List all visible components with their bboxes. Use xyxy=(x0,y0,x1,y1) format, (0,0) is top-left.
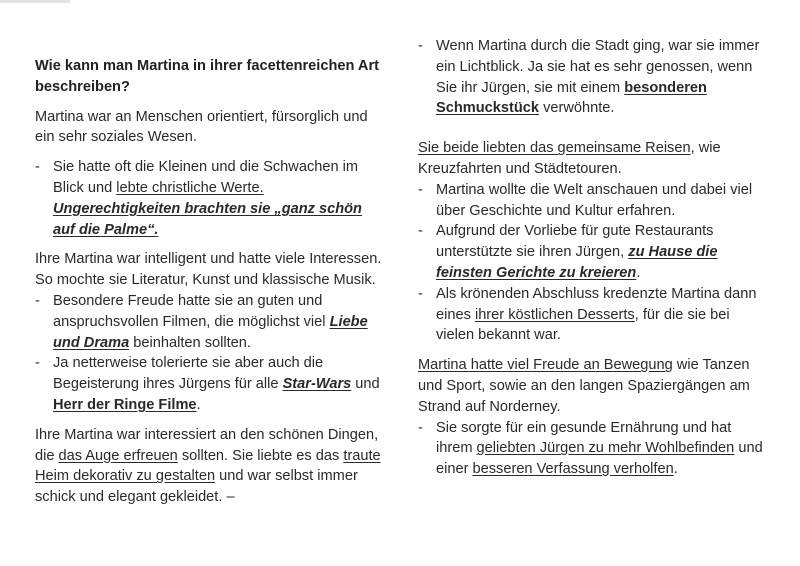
paragraph-movement: Martina hatte viel Freude an Bewegung wie Tanzen und Sport, sowie an den langen Spaziergängen am Strand auf Norderney. xyxy=(418,357,750,415)
underlined-text: ihrer köstlichen Desserts xyxy=(474,306,635,323)
page-edge-mark xyxy=(0,0,70,3)
list-interests xyxy=(35,291,385,416)
list-item: - Ja netterweise tolerierte sie aber auch die Begeisterung ihres Jürgens für alle Star-Wars und Herr der Ringe Filme. xyxy=(35,353,385,415)
list-item: - Martina wollte die Welt anschauen und dabei viel über Geschichte und Kultur erfahren. xyxy=(418,180,770,222)
emphasis-text: besonderen Schmuckstück xyxy=(436,79,707,117)
underlined-text: geliebten Jürgen zu mehr Wohlbefinden xyxy=(476,440,735,457)
list-item: - Aufgrund der Vorliebe für gute Restaurants unterstützte sie ihren Jürgen, zu Hause die feinsten Gerichte zu kreieren. xyxy=(418,221,770,283)
emphasis-text: Star-Wars xyxy=(282,376,352,393)
emphasis-text: Herr der Ringe Filme xyxy=(53,396,197,413)
right-column xyxy=(418,36,770,480)
list-movement xyxy=(418,418,770,480)
underlined-text: Sie beide liebten das gemeinsame Reisen xyxy=(418,140,691,157)
list-item: - Als krönenden Abschluss kredenzte Martina dann eines ihrer köstlichen Desserts, für die sie bei vielen bekannt war. xyxy=(418,284,770,346)
paragraph-interests: Ihre Martina war intelligent und hatte viele Interessen. So mochte sie Literatur, Kunst und klassische Musik. xyxy=(35,251,382,289)
list-city xyxy=(418,36,770,119)
paragraph-beauty: Ihre Martina war interessiert an den schönen Dingen, die das Auge erfreuen sollten. Sie liebte es das traute Heim dekorativ zu gestalten und war selbst immer schick und elegant gekleidet. – xyxy=(35,426,381,506)
list-item: - Sie hatte oft die Kleinen und die Schwachen im Blick und lebte christliche Werte. Ungerechtigkeiten brachten sie „ganz schön auf die Palme“. xyxy=(35,157,385,240)
list-item: - Besondere Freude hatte sie an guten und anspruchsvollen Filmen, die möglichst viel Liebe und Drama beinhalten sollten. xyxy=(35,291,385,353)
section-heading: Wie kann man Martina in ihrer facettenreichen Art beschreiben? xyxy=(35,58,379,95)
list-travel xyxy=(418,180,770,346)
underlined-text: das Auge erfreuen xyxy=(58,447,178,464)
underlined-text: besseren Verfassung verholfen xyxy=(472,461,674,478)
underlined-text: Martina hatte viel Freude an Bewegung xyxy=(418,357,673,374)
list-item: - Wenn Martina durch die Stadt ging, war sie immer ein Lichtblick. Ja sie hat es sehr genossen, wenn Sie ihr Jürgen, sie mit einem besonderen Schmuckstück verwöhnte. xyxy=(418,36,770,119)
underlined-text: lebte christliche Werte. xyxy=(116,179,264,196)
emphasis-text: Ungerechtigkeiten brachten sie „ganz schön auf die Palme“. xyxy=(53,200,362,238)
underlined-text: traute Heim dekorativ zu gestalten xyxy=(35,447,381,485)
list-social xyxy=(35,157,385,240)
paragraph-travel: Sie beide liebten das gemeinsame Reisen, wie Kreuzfahrten und Städtetouren. xyxy=(418,140,721,177)
list-item: - Sie sorgte für ein gesunde Ernährung und hat ihrem geliebten Jürgen zu mehr Wohlbefinden und einer besseren Verfassung verholfen. xyxy=(418,418,770,480)
emphasis-text: zu Hause die feinsten Gerichte zu kreieren xyxy=(436,244,718,281)
emphasis-text: Liebe und Drama xyxy=(53,313,368,351)
left-column xyxy=(35,56,385,508)
paragraph-social: Martina war an Menschen orientiert, fürsorglich und ein sehr soziales Wesen. xyxy=(35,108,368,146)
